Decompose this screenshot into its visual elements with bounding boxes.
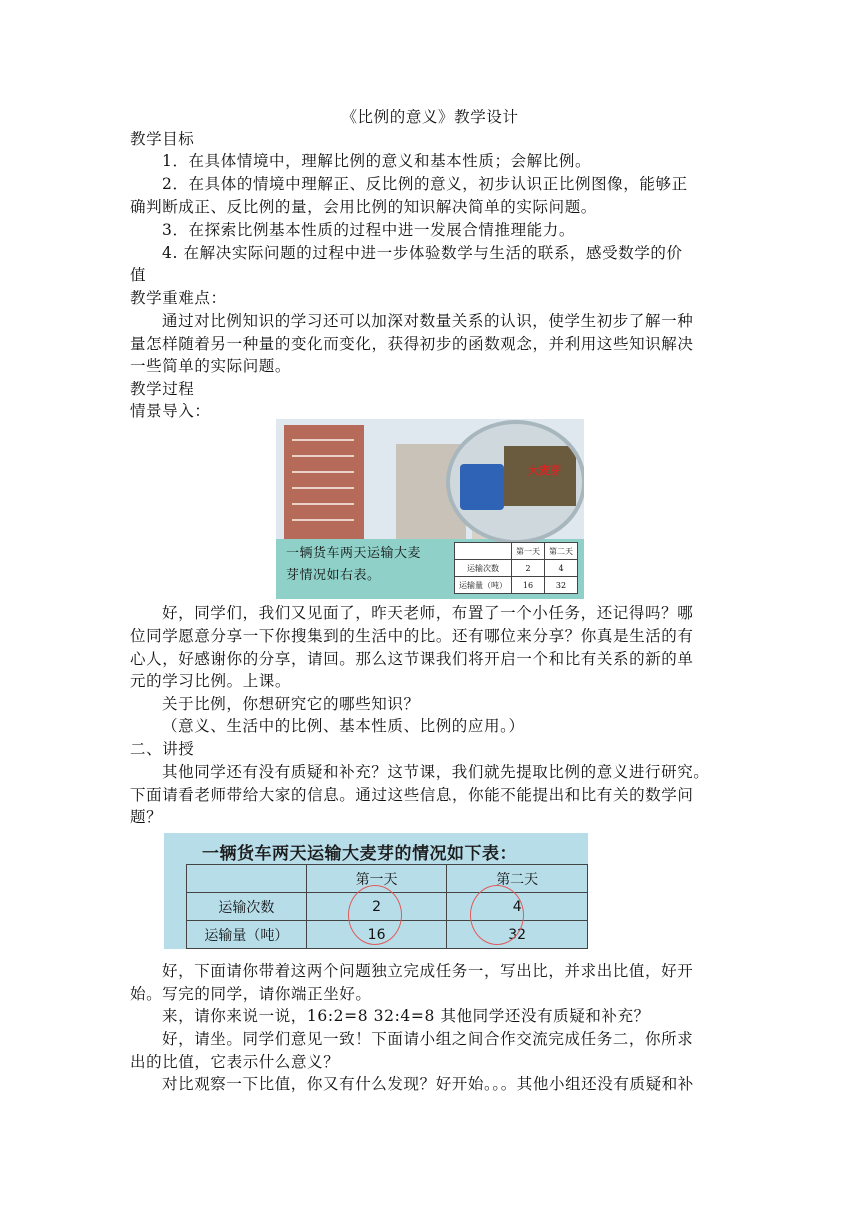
- section2-line: 其他同学还有没有质疑和补充？这节课，我们就先提取比例的意义进行研究。: [162, 763, 710, 781]
- key-line: 一些简单的实际问题。: [130, 357, 292, 375]
- intro-line: 元的学习比例。上课。: [130, 672, 292, 690]
- goal-line: 2．在具体的情境中理解正、反比例的意义，初步认识正比例图像，能够正: [162, 175, 688, 193]
- transport-table-image: [164, 833, 588, 949]
- scene-caption: [286, 543, 421, 587]
- goal-line: 3．在探索比例基本性质的过程中进一发展合情推理能力。: [162, 221, 575, 239]
- key-line: 量怎样随着另一种量的变化而变化，获得初步的函数观念，并利用这些知识解决: [130, 335, 694, 353]
- intro-heading: 情景导入：: [130, 402, 211, 420]
- table-row-label: 运输次数: [187, 893, 307, 921]
- document-title: 《比例的意义》教学设计: [341, 108, 519, 126]
- goal-line: 1．在具体情境中，理解比例的意义和基本性质；会解比例。: [162, 152, 592, 170]
- section2-line: 题？: [130, 808, 163, 826]
- goals-heading: 教学目标: [130, 130, 195, 148]
- table-header-cell: [187, 865, 307, 893]
- table-cell: 32: [447, 921, 588, 949]
- intro-line: 心人，好感谢你的分享，请回。那么这节课我们将开启一个和比有关系的新的单: [130, 650, 694, 668]
- transport-table-title: 一辆货车两天运输大麦芽的情况如下表：: [202, 844, 517, 864]
- process-heading: 教学过程: [130, 380, 195, 398]
- after-line: 好，下面请你带着这两个问题独立完成任务一，写出比，并求出比值，好开: [162, 962, 694, 980]
- table-header-cell: 第一天: [306, 865, 447, 893]
- answer-line: （意义、生活中的比例、基本性质、比例的应用。）: [162, 717, 525, 735]
- question-line: 关于比例，你想研究它的哪些知识？: [162, 695, 420, 713]
- table-cell: 2: [306, 893, 447, 921]
- truck-label: 大麦芽: [528, 464, 561, 477]
- scene-table: [454, 542, 578, 594]
- scene-caption-line: 一辆货车两天运输大麦: [286, 546, 422, 561]
- truck-bubble: [446, 420, 584, 544]
- table-header-cell: 第一天: [512, 543, 545, 560]
- goal-line: 4. 在解决实际问题的过程中进一步体验数学与生活的联系，感受数学的价: [162, 244, 683, 262]
- after-line: 出的比值，它表示什么意义？: [130, 1053, 340, 1071]
- table-cell: 2: [512, 560, 545, 577]
- after-line: 来，请你来说一说，16:2=8 32:4=8 其他同学还没有质疑和补充？: [162, 1007, 650, 1025]
- building-left: [284, 425, 364, 545]
- table-cell: 4: [447, 893, 588, 921]
- truck-cab: [460, 464, 504, 510]
- table-cell: 4: [545, 560, 578, 577]
- table-cell: 16: [512, 577, 545, 594]
- after-line: 始。写完的同学，请你端正坐好。: [130, 985, 372, 1003]
- scene-caption-line: 芽情况如右表。: [286, 568, 381, 583]
- section2-heading: 二、讲授: [130, 740, 195, 758]
- highlight-circle-day1: [348, 885, 402, 945]
- table-cell: 运输次数: [455, 560, 512, 577]
- table-header-cell: 第二天: [447, 865, 588, 893]
- table-cell: 32: [545, 577, 578, 594]
- goal-line: 值: [130, 266, 147, 284]
- section2-line: 下面请看老师带给大家的信息。通过这些信息，你能不能提出和比有关的数学问: [130, 786, 694, 804]
- table-header-cell: [455, 543, 512, 560]
- highlight-circle-day2: [470, 885, 524, 945]
- table-row-label: 运输量（吨）: [187, 921, 307, 949]
- table-cell: 16: [306, 921, 447, 949]
- intro-line: 位同学愿意分享一下你搜集到的生活中的比。还有哪位来分享？你真是生活的有: [130, 627, 694, 645]
- key-line: 通过对比例知识的学习还可以加深对数量关系的认识，使学生初步了解一种: [162, 312, 694, 330]
- table-cell: 运输量（吨）: [455, 577, 512, 594]
- goal-line: 确判断成正、反比例的量，会用比例的知识解决简单的实际问题。: [130, 198, 597, 216]
- intro-line: 好，同学们，我们又见面了，昨天老师，布置了一个小任务，还记得吗？哪: [162, 604, 694, 622]
- after-line: 对比观察一下比值，你又有什么发现？好开始。。。其他小组还没有质疑和补: [162, 1075, 694, 1093]
- truck-scene-image: [276, 419, 584, 599]
- table-header-cell: 第二天: [545, 543, 578, 560]
- key-heading: 教学重难点：: [130, 289, 227, 307]
- after-line: 好，请坐。同学们意见一致！下面请小组之间合作交流完成任务二，你所求: [162, 1030, 694, 1048]
